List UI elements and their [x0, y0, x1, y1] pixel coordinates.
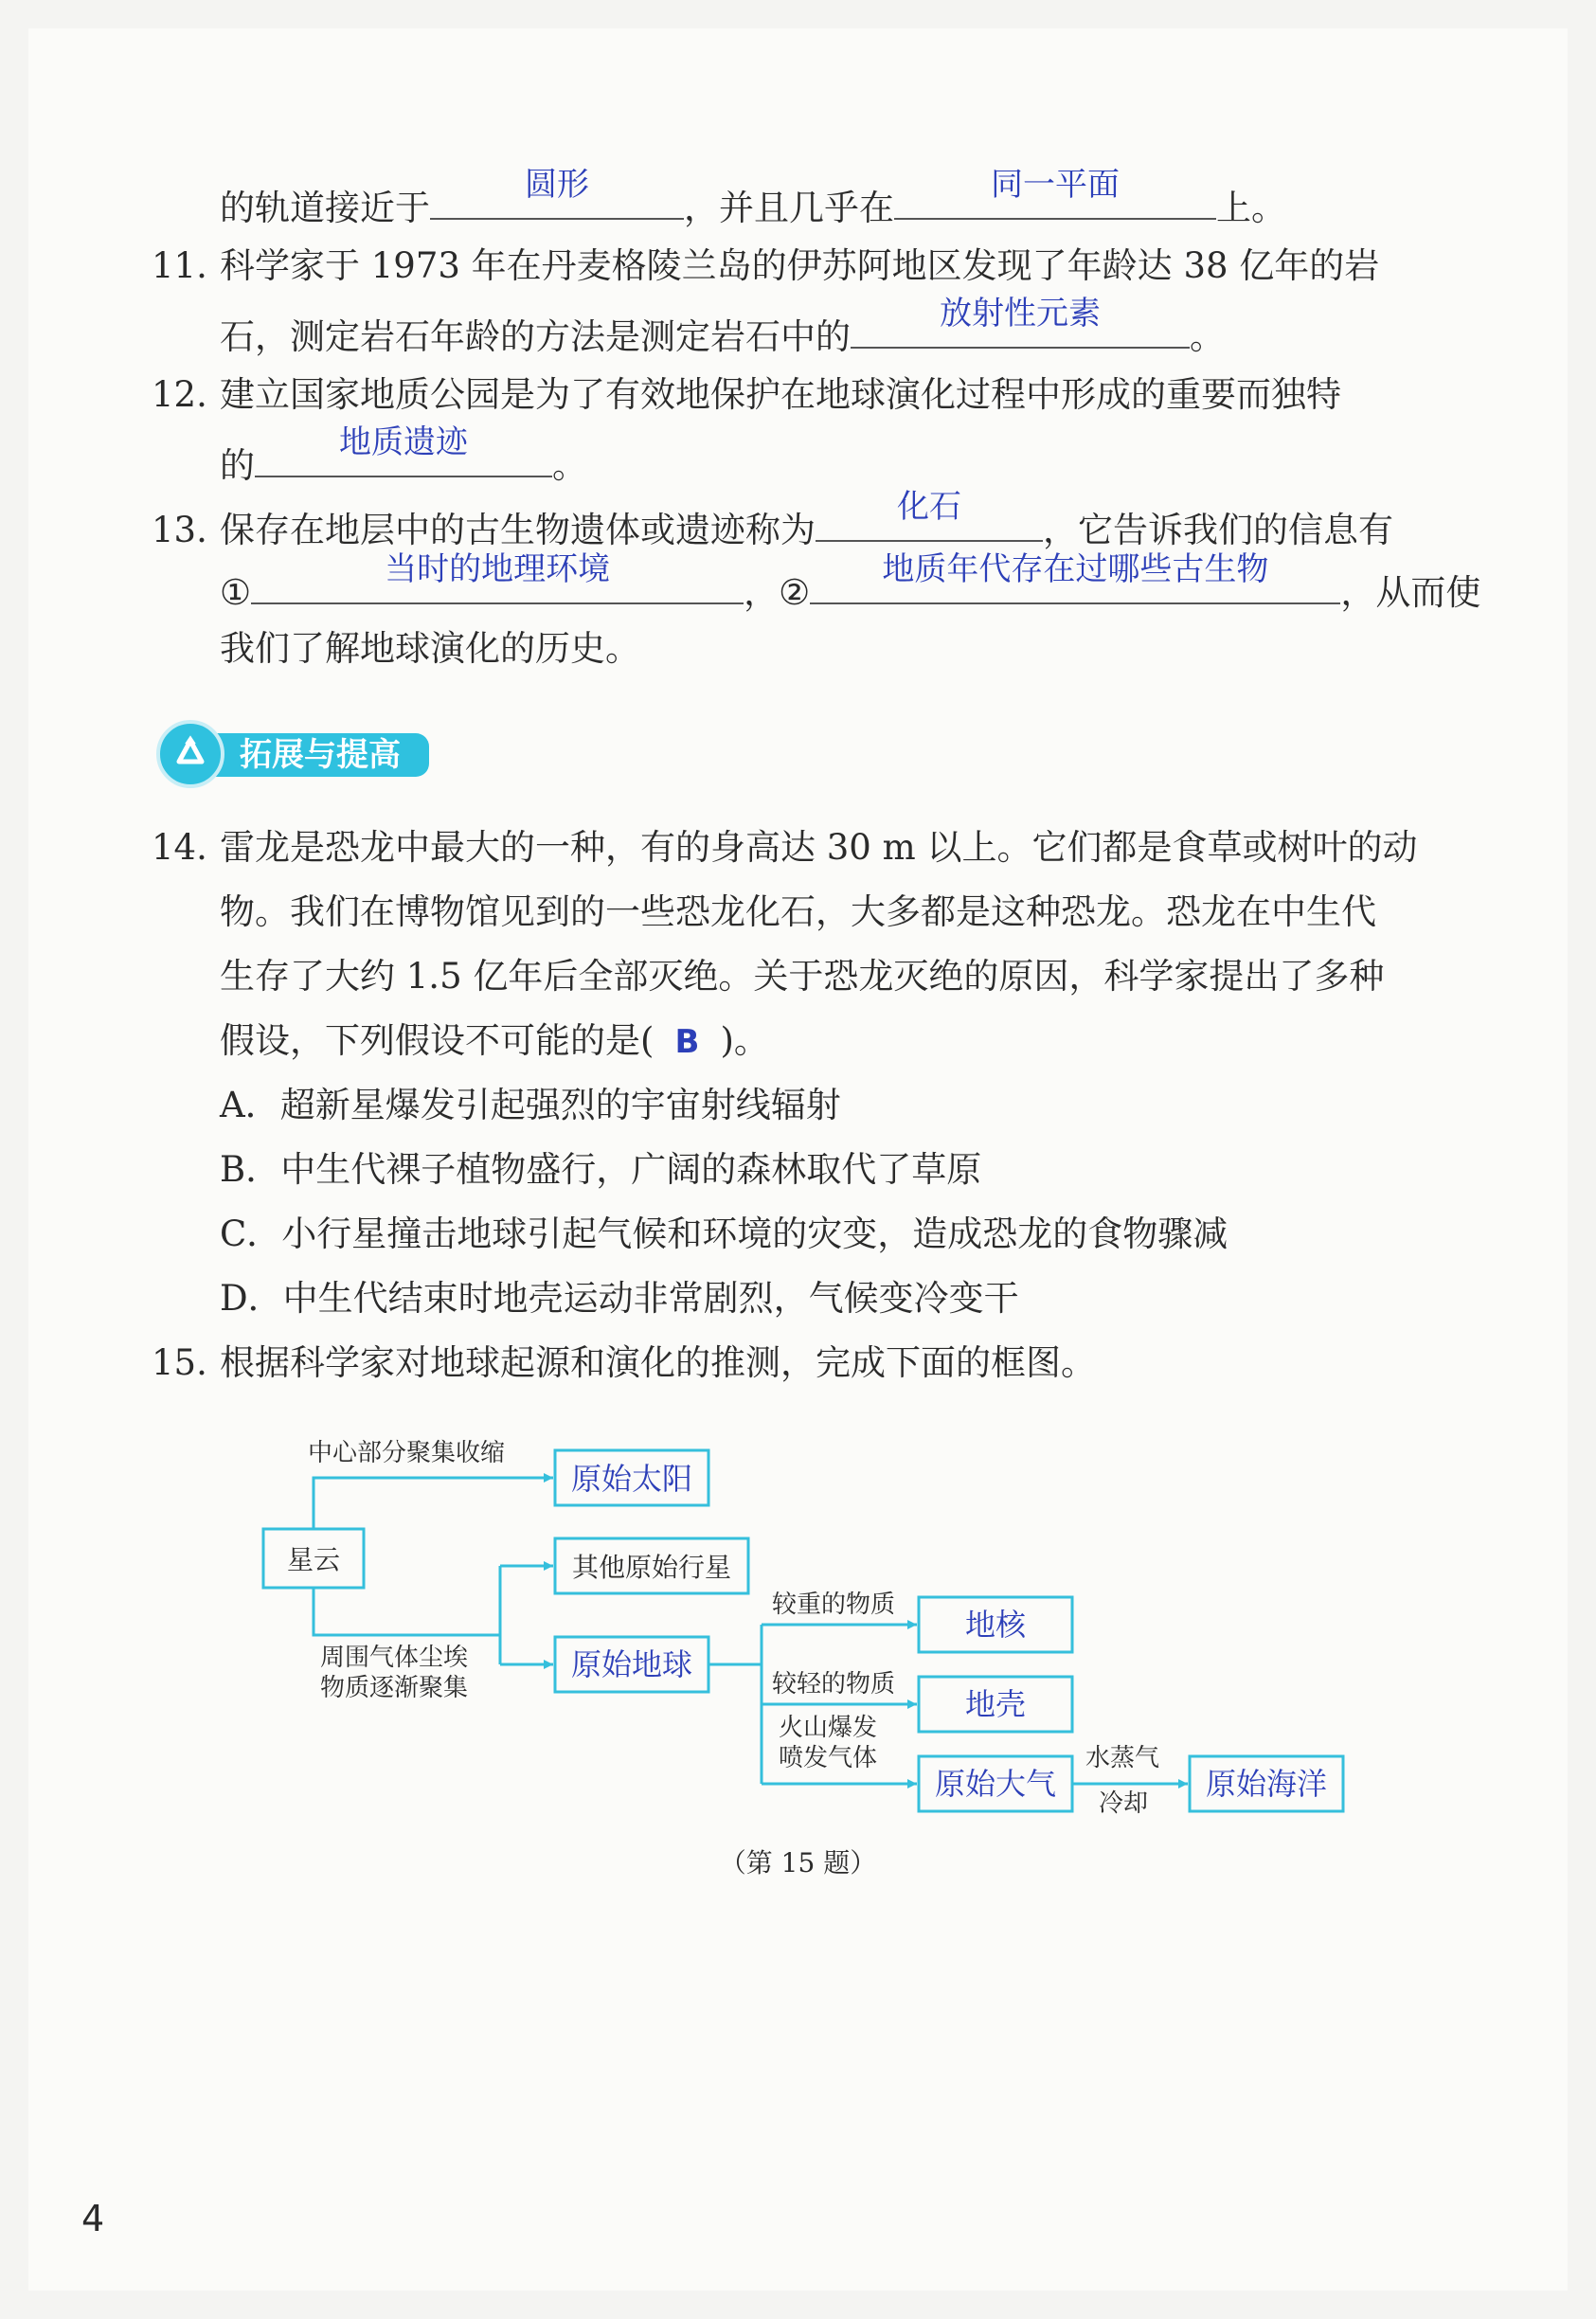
- q10-prefix: 的轨道接近于: [220, 188, 430, 228]
- q11-text-2: 石，测定岩石年龄的方法是测定岩石中的: [220, 316, 851, 357]
- q12-text-2: 的: [220, 445, 255, 486]
- q14-text-2: 物。我们在博物馆见到的一些恐龙化石，大多都是这种恐龙。恐龙在中生代: [220, 891, 1376, 932]
- label-around-1: 周围气体尘埃: [320, 1644, 469, 1672]
- q13-text-2-suffix: ，从而使: [1340, 572, 1481, 613]
- label-center-contract: 中心部分聚集收缩: [308, 1439, 506, 1467]
- q10-mid: ，并且几乎在: [684, 188, 894, 228]
- q14-option-b-text: B．中生代裸子植物盛行，广阔的森林取代了草原: [220, 1149, 982, 1190]
- q11-suffix: 。: [1190, 316, 1225, 357]
- q13-mark-1: ①: [220, 572, 252, 613]
- section-title: 拓展与提高: [240, 736, 401, 774]
- label-vapor: 水蒸气: [1085, 1744, 1160, 1772]
- answer-ocean: 原始海洋: [1205, 1766, 1328, 1802]
- answer-sun: 原始太阳: [570, 1461, 693, 1497]
- q13-number: 13.: [152, 510, 207, 550]
- q10-answer-1: 圆形: [525, 166, 589, 204]
- label-around-2: 物质逐渐聚集: [320, 1674, 469, 1702]
- label-heavy: 较重的物质: [772, 1591, 896, 1619]
- line-nebula-down: [314, 1588, 500, 1635]
- q13-text-1: 保存在地层中的古生物遗体或遗迹称为: [220, 510, 816, 550]
- q14-text-4-suffix: )。: [720, 1020, 769, 1061]
- q13-answer-2: 地质年代存在过哪些古生物: [882, 550, 1269, 588]
- q13-text-3: 我们了解地球演化的历史。: [220, 628, 640, 669]
- figure-caption: （第 15 题）: [719, 1847, 877, 1879]
- q11-text-1: 科学家于 1973 年在丹麦格陵兰岛的伊苏阿地区发现了年龄达 38 亿年的岩: [220, 245, 1380, 286]
- label-volcano-1: 火山爆发: [779, 1714, 878, 1742]
- page-number: 4: [81, 2198, 105, 2239]
- q13-separator: ，: [744, 572, 780, 613]
- q14-option-c-text: C．小行星撞击地球引起气候和环境的灾变，造成恐龙的食物骤减: [220, 1213, 1228, 1254]
- arrow-to-sun: [314, 1478, 553, 1529]
- q14-option-d-text: D．中生代结束时地壳运动非常剧烈，气候变冷变干: [220, 1278, 1019, 1319]
- q10-answer-2: 同一平面: [991, 166, 1120, 204]
- q12-number: 12.: [152, 374, 207, 415]
- q13-text-1-suffix: ，它告诉我们的信息有: [1043, 510, 1393, 550]
- q13-mark-2: ②: [779, 572, 811, 613]
- q14-answer[interactable]: B: [674, 1023, 700, 1061]
- label-volcano-2: 喷发气体: [779, 1744, 878, 1772]
- label-other-planets: 其他原始行星: [571, 1552, 732, 1583]
- q13-answer-fossil: 化石: [897, 488, 961, 526]
- q14-option-a-text: A．超新星爆发引起强烈的宇宙射线辐射: [220, 1085, 841, 1125]
- q12-text-1: 建立国家地质公园是为了有效地保护在地球演化过程中形成的重要而独特: [220, 374, 1341, 415]
- q14-number: 14.: [152, 827, 207, 868]
- q10-suffix: 上。: [1216, 188, 1286, 228]
- q14-text-1: 雷龙是恐龙中最大的一种，有的身高达 30 m 以上。它们都是食草或树叶的动: [220, 827, 1418, 868]
- answer-crust: 地壳: [964, 1686, 1027, 1722]
- q14-text-3: 生存了大约 1.5 亿年后全部灭绝。关于恐龙灭绝的原因，科学家提出了多种: [220, 956, 1385, 997]
- q12-suffix: 。: [552, 445, 587, 486]
- answer-earth: 原始地球: [570, 1646, 693, 1682]
- q15-text: 根据科学家对地球起源和演化的推测，完成下面的框图。: [220, 1342, 1096, 1383]
- q13-answer-1: 当时的地理环境: [385, 550, 611, 588]
- q11-number: 11.: [152, 245, 207, 286]
- q15-number: 15.: [152, 1342, 207, 1383]
- label-cool: 冷却: [1099, 1789, 1149, 1818]
- answer-atmosphere: 原始大气: [934, 1766, 1057, 1802]
- q11-answer: 放射性元素: [940, 295, 1101, 333]
- label-light: 较轻的物质: [772, 1670, 896, 1699]
- answer-core: 地核: [964, 1607, 1027, 1643]
- q14-text-4: 假设，下列假设不可能的是(: [220, 1020, 655, 1061]
- q12-answer: 地质遗迹: [339, 423, 468, 461]
- label-nebula: 星云: [286, 1544, 341, 1575]
